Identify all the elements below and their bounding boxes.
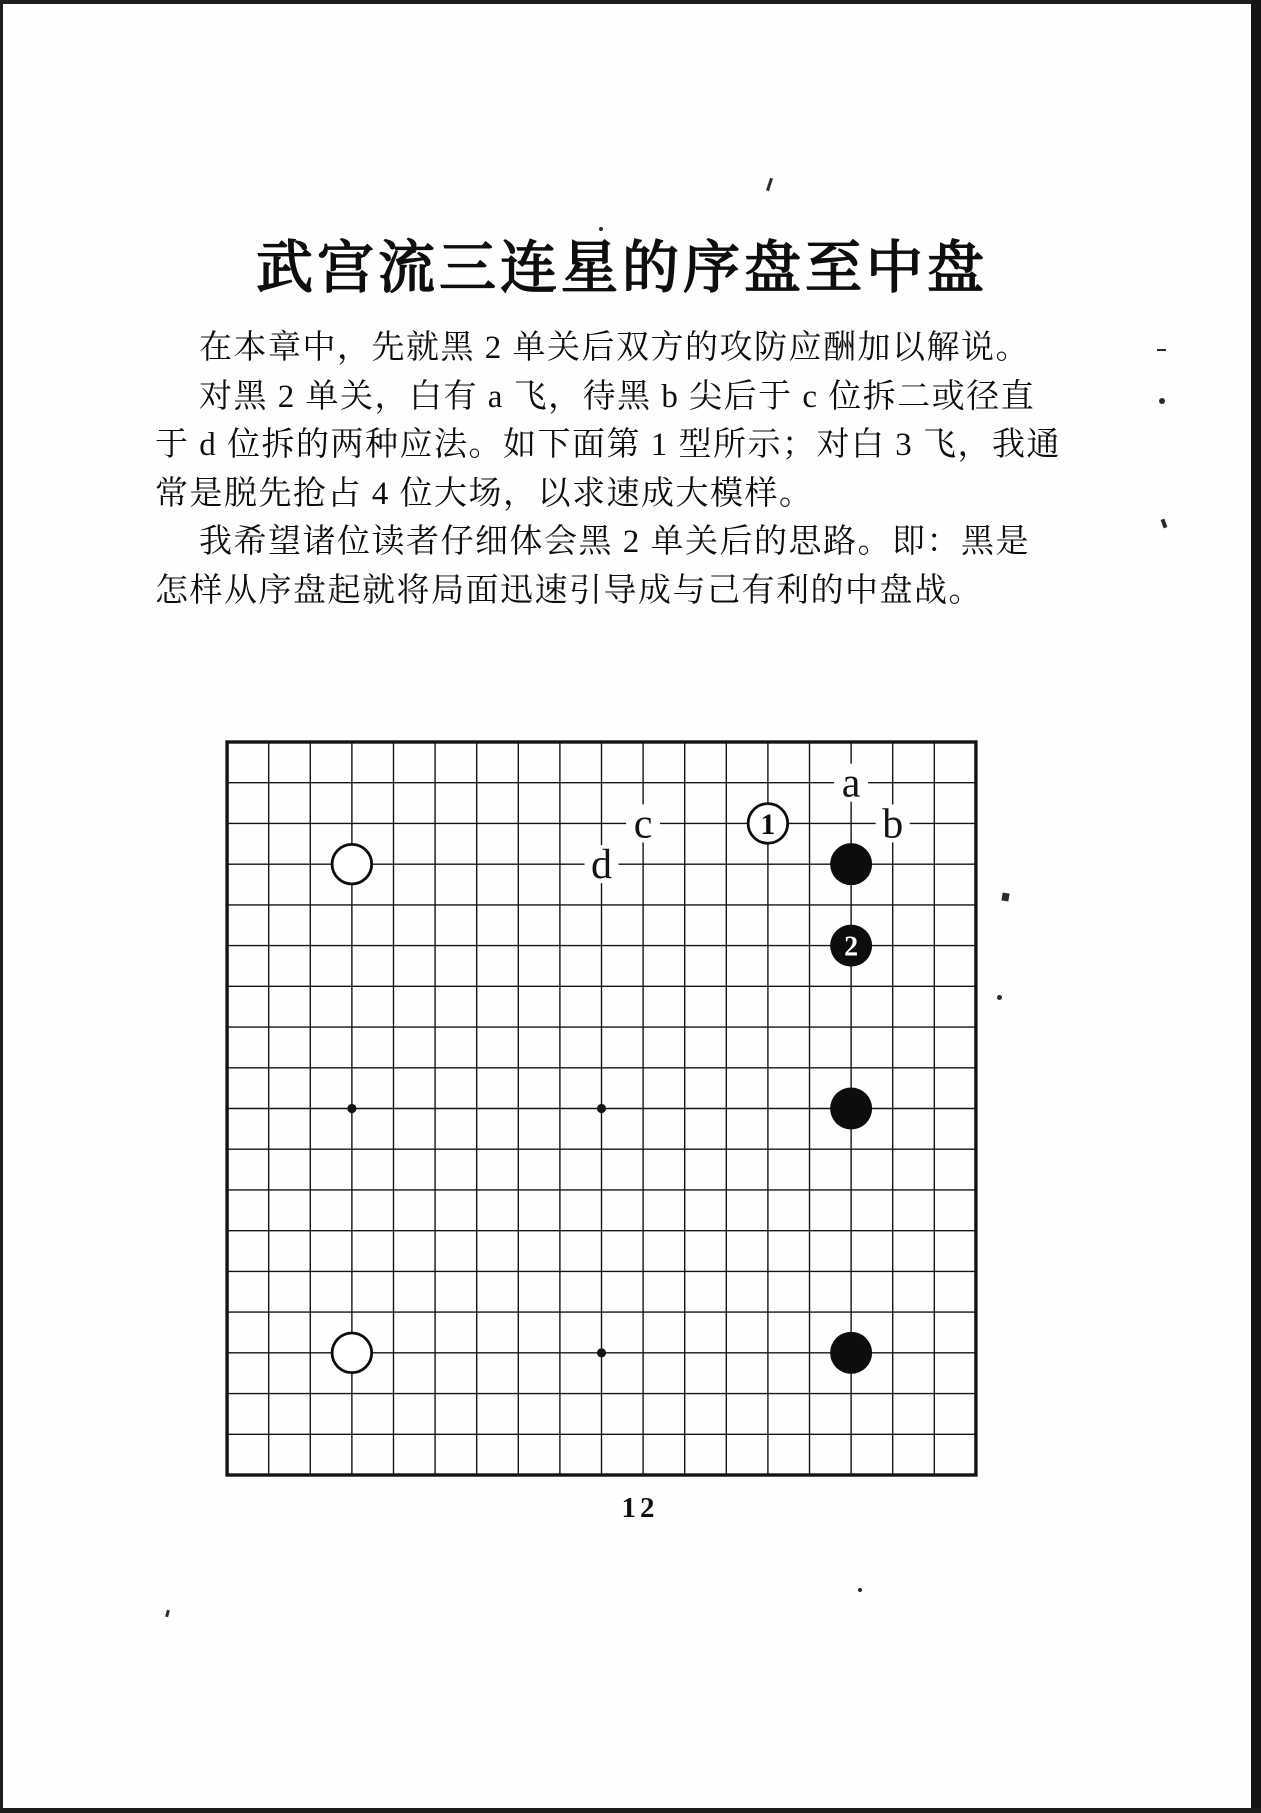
go-board (222, 737, 981, 1480)
star-point (597, 1104, 606, 1113)
stone-number: 1 (760, 807, 776, 841)
scan-artifact (165, 1610, 170, 1618)
scan-artifact (997, 995, 1002, 1000)
body-line: 对黑 2 单关，白有 a 飞，待黑 b 尖后于 c 位拆二或径直 (199, 378, 1036, 415)
go-stone-black (830, 1332, 872, 1374)
go-stone-black (830, 843, 872, 885)
scan-edge-left (0, 0, 3, 1813)
body-line: 我希望诸位读者仔细体会黑 2 单关后的思路。即：黑是 (199, 524, 1030, 560)
stone-number: 2 (844, 931, 859, 963)
scan-edge-bottom (0, 1808, 1261, 1813)
body-line: 常是脱先抢占 4 位大场，以求速成大模样。 (155, 475, 814, 512)
star-point (597, 1348, 606, 1357)
scan-edge-right (1251, 0, 1261, 1813)
page-number: 12 (621, 1492, 659, 1524)
point-label-a: a (841, 760, 861, 807)
body-line: 在本章中，先就黑 2 单关后双方的攻防应酬加以解说。 (199, 330, 1030, 366)
body-line: 于 d 位拆的两种应法。如下面第 1 型所示；对白 3 飞，我通 (155, 427, 1061, 463)
go-stone-white (332, 1333, 372, 1373)
point-label-d: d (591, 842, 612, 889)
scan-artifact (766, 178, 773, 191)
scan-artifact (858, 1588, 862, 1592)
scan-edge-top (0, 0, 1261, 4)
scan-artifact (599, 227, 603, 231)
body-text (155, 324, 1070, 615)
scan-artifact (1157, 349, 1166, 351)
go-stone-black (830, 1087, 872, 1129)
scan-artifact (1159, 398, 1165, 404)
go-stone-white (332, 844, 372, 884)
body-line: 怎样从序盘起就将局面迅速引导成与己有利的中盘战。 (155, 572, 983, 609)
go-board-diagram (222, 737, 981, 1485)
star-point (347, 1104, 356, 1113)
page-title: 武宫流三连星的序盘至中盘 (256, 237, 988, 300)
scan-artifact (1001, 892, 1009, 901)
point-label-c: c (633, 801, 653, 848)
scan-artifact (1161, 519, 1168, 529)
point-label-b: b (882, 801, 904, 848)
